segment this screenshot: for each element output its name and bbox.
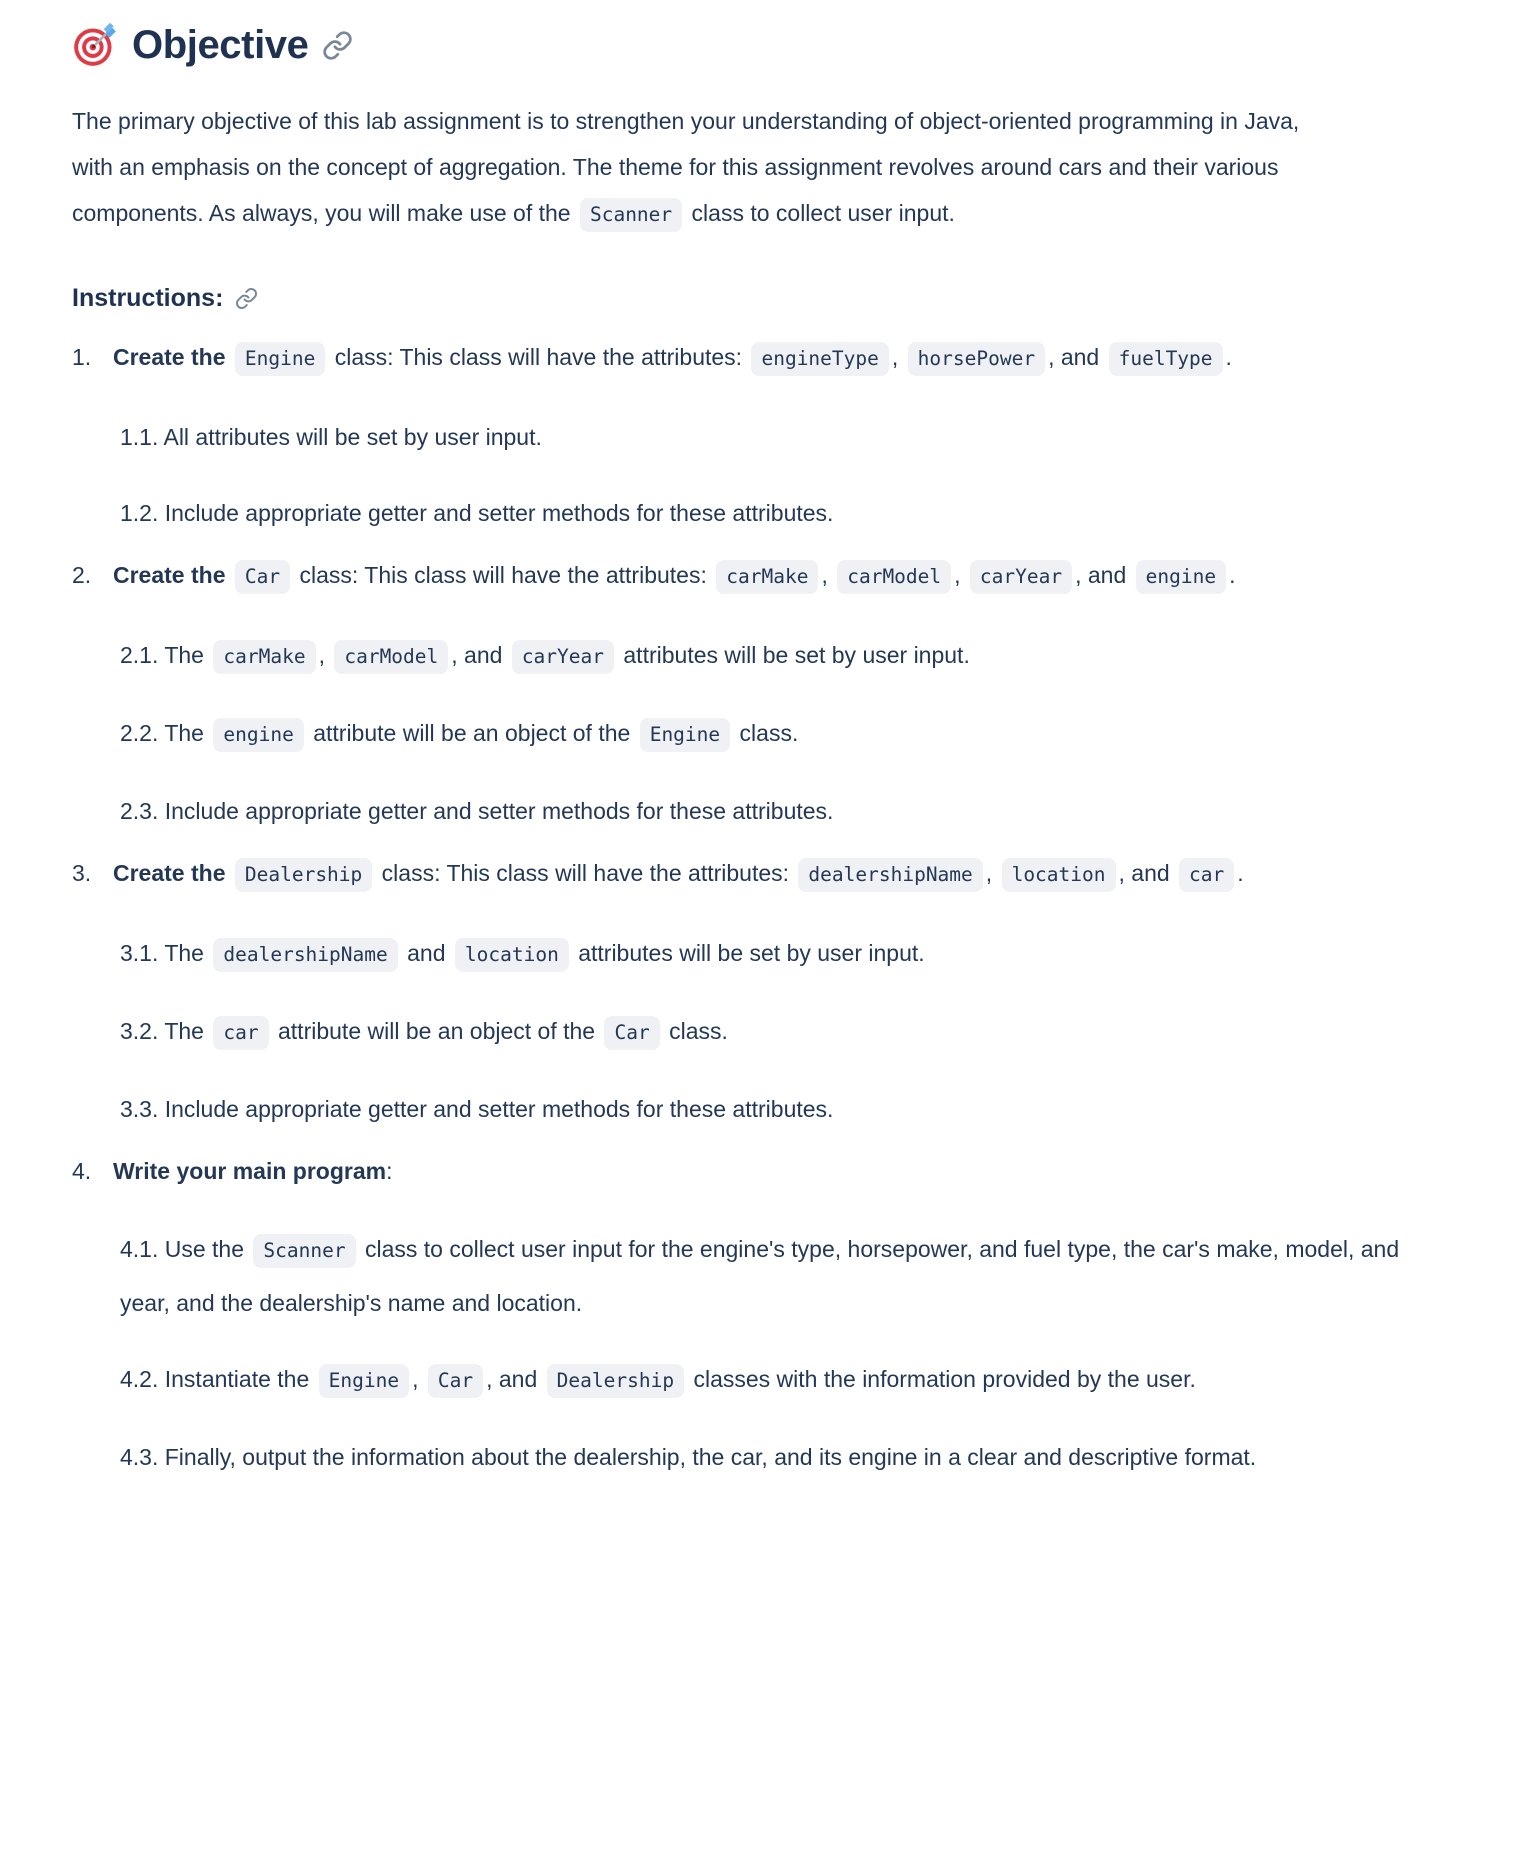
text-run bbox=[225, 562, 231, 588]
text-run: 4.3. Finally, output the information about the dealership, the car, and its engine in a clear and descriptive format. bbox=[120, 1444, 1257, 1470]
bold-text: Create the bbox=[113, 562, 226, 588]
text-run: 4.1. Use the bbox=[120, 1236, 251, 1262]
text-run: The primary objective of this lab assignment is to strengthen your understanding of object-oriented programming in Java, with an emphasis on the concept of aggregation. The theme for this assignment revolves around cars and their various components. As always, you will make use of the bbox=[72, 108, 1300, 226]
text-run: 2.2. The bbox=[120, 720, 211, 746]
code-span: fuelType bbox=[1109, 342, 1223, 376]
intro-paragraph bbox=[72, 98, 1322, 238]
text-run: , bbox=[891, 344, 905, 370]
text-run: classes with the information provided by the user. bbox=[687, 1366, 1196, 1392]
code-span: engine bbox=[213, 718, 303, 752]
list-item-4 bbox=[72, 1145, 1402, 1483]
code-span: engine bbox=[1136, 560, 1226, 594]
code-span: Engine bbox=[235, 342, 325, 376]
page-title-row bbox=[72, 22, 1464, 68]
sub-item-3-3 bbox=[113, 1083, 1402, 1135]
text-run: attribute will be an object of the bbox=[306, 720, 637, 746]
instructions-heading-row bbox=[72, 284, 1464, 313]
text-run bbox=[225, 344, 231, 370]
code-span: Dealership bbox=[235, 858, 372, 892]
text-run bbox=[225, 860, 231, 886]
text-run: 2.3. Include appropriate getter and setter methods for these attributes. bbox=[120, 798, 834, 824]
text-run: class: This class will have the attributes: bbox=[328, 344, 749, 370]
list-item-2 bbox=[72, 549, 1402, 837]
text-run: . bbox=[1237, 860, 1244, 886]
text-run: , and bbox=[451, 642, 509, 668]
code-span: location bbox=[1002, 858, 1116, 892]
code-span: Car bbox=[428, 1364, 483, 1398]
code-span: Scanner bbox=[580, 198, 682, 232]
code-span: car bbox=[213, 1016, 268, 1050]
sub-item-2-3 bbox=[113, 785, 1402, 837]
bold-text: Write your main program bbox=[113, 1158, 387, 1184]
text-run: , bbox=[985, 860, 999, 886]
code-span: dealershipName bbox=[798, 858, 982, 892]
text-run: and bbox=[400, 940, 452, 966]
code-span: carMake bbox=[716, 560, 818, 594]
text-run: 1.2. Include appropriate getter and setter methods for these attributes. bbox=[120, 500, 834, 526]
code-span: location bbox=[455, 938, 569, 972]
code-span: car bbox=[1179, 858, 1234, 892]
code-span: Car bbox=[604, 1016, 659, 1050]
item-number: 3. bbox=[72, 860, 92, 886]
item-number: 2. bbox=[72, 562, 92, 588]
text-run: class to collect user input for the engine's type, horsepower, and fuel type, the car's make, model, and year, and the dealership's name and location. bbox=[120, 1236, 1400, 1316]
item-number: 4. bbox=[72, 1158, 92, 1184]
code-span: Car bbox=[235, 560, 290, 594]
code-span: dealershipName bbox=[213, 938, 397, 972]
sub-item-4-3 bbox=[113, 1431, 1402, 1483]
item-text bbox=[113, 1145, 1402, 1197]
text-run: class: This class will have the attributes: bbox=[293, 562, 714, 588]
text-run: : bbox=[386, 1158, 393, 1184]
text-run: 2.1. The bbox=[120, 642, 211, 668]
text-run: , bbox=[954, 562, 967, 588]
code-span: carModel bbox=[837, 560, 951, 594]
sub-item-4-1 bbox=[113, 1223, 1402, 1329]
text-run: . bbox=[1225, 344, 1232, 370]
code-span: Scanner bbox=[253, 1234, 355, 1268]
text-run: attributes will be set by user input. bbox=[617, 642, 970, 668]
text-run: , and bbox=[486, 1366, 544, 1392]
text-run: 1.1. All attributes will be set by user input. bbox=[120, 424, 542, 450]
text-run: 3.3. Include appropriate getter and setter methods for these attributes. bbox=[120, 1096, 834, 1122]
text-run: attributes will be set by user input. bbox=[571, 940, 925, 966]
text-run: , bbox=[412, 1366, 425, 1392]
sub-item-2-2 bbox=[113, 707, 1402, 761]
code-span: carModel bbox=[334, 640, 448, 674]
text-run: class. bbox=[733, 720, 799, 746]
bold-text: Create the bbox=[113, 860, 226, 886]
text-run: , and bbox=[1075, 562, 1133, 588]
sub-item-4-2 bbox=[113, 1353, 1402, 1407]
anchor-link-icon[interactable] bbox=[235, 287, 258, 310]
code-span: carYear bbox=[970, 560, 1072, 594]
code-span: Dealership bbox=[547, 1364, 684, 1398]
code-span: carYear bbox=[512, 640, 614, 674]
text-run: 4.2. Instantiate the bbox=[120, 1366, 316, 1392]
sub-item-3-1 bbox=[113, 927, 1402, 981]
text-run: class. bbox=[662, 1018, 728, 1044]
text-run: class: This class will have the attributes: bbox=[375, 860, 796, 886]
text-run: class to collect user input. bbox=[685, 200, 955, 226]
item-text bbox=[113, 847, 1402, 901]
code-span: carMake bbox=[213, 640, 315, 674]
text-run: 3.1. The bbox=[120, 940, 211, 966]
item-text bbox=[113, 331, 1402, 385]
text-run: , bbox=[821, 562, 835, 588]
page-title: Objective bbox=[132, 22, 309, 67]
code-span: engineType bbox=[751, 342, 888, 376]
code-span: Engine bbox=[319, 1364, 409, 1398]
item-number: 1. bbox=[72, 344, 92, 370]
text-run: , and bbox=[1118, 860, 1177, 886]
sub-item-3-2 bbox=[113, 1005, 1402, 1059]
sub-item-1-2 bbox=[113, 487, 1402, 539]
code-span: Engine bbox=[640, 718, 730, 752]
code-span: horsePower bbox=[908, 342, 1045, 376]
text-run: . bbox=[1229, 562, 1236, 588]
instructions-list bbox=[72, 331, 1402, 1483]
list-item-3 bbox=[72, 847, 1402, 1135]
list-item-1 bbox=[72, 331, 1402, 539]
instructions-heading: Instructions: bbox=[72, 284, 224, 312]
text-run: 3.2. The bbox=[120, 1018, 211, 1044]
sub-item-2-1 bbox=[113, 629, 1402, 683]
item-text bbox=[113, 549, 1402, 603]
target-icon bbox=[72, 22, 118, 68]
text-run: attribute will be an object of the bbox=[271, 1018, 602, 1044]
text-run: , and bbox=[1048, 344, 1106, 370]
anchor-link-icon[interactable] bbox=[322, 30, 353, 61]
text-run: , bbox=[318, 642, 332, 668]
bold-text: Create the bbox=[113, 344, 226, 370]
sub-item-1-1 bbox=[113, 411, 1402, 463]
